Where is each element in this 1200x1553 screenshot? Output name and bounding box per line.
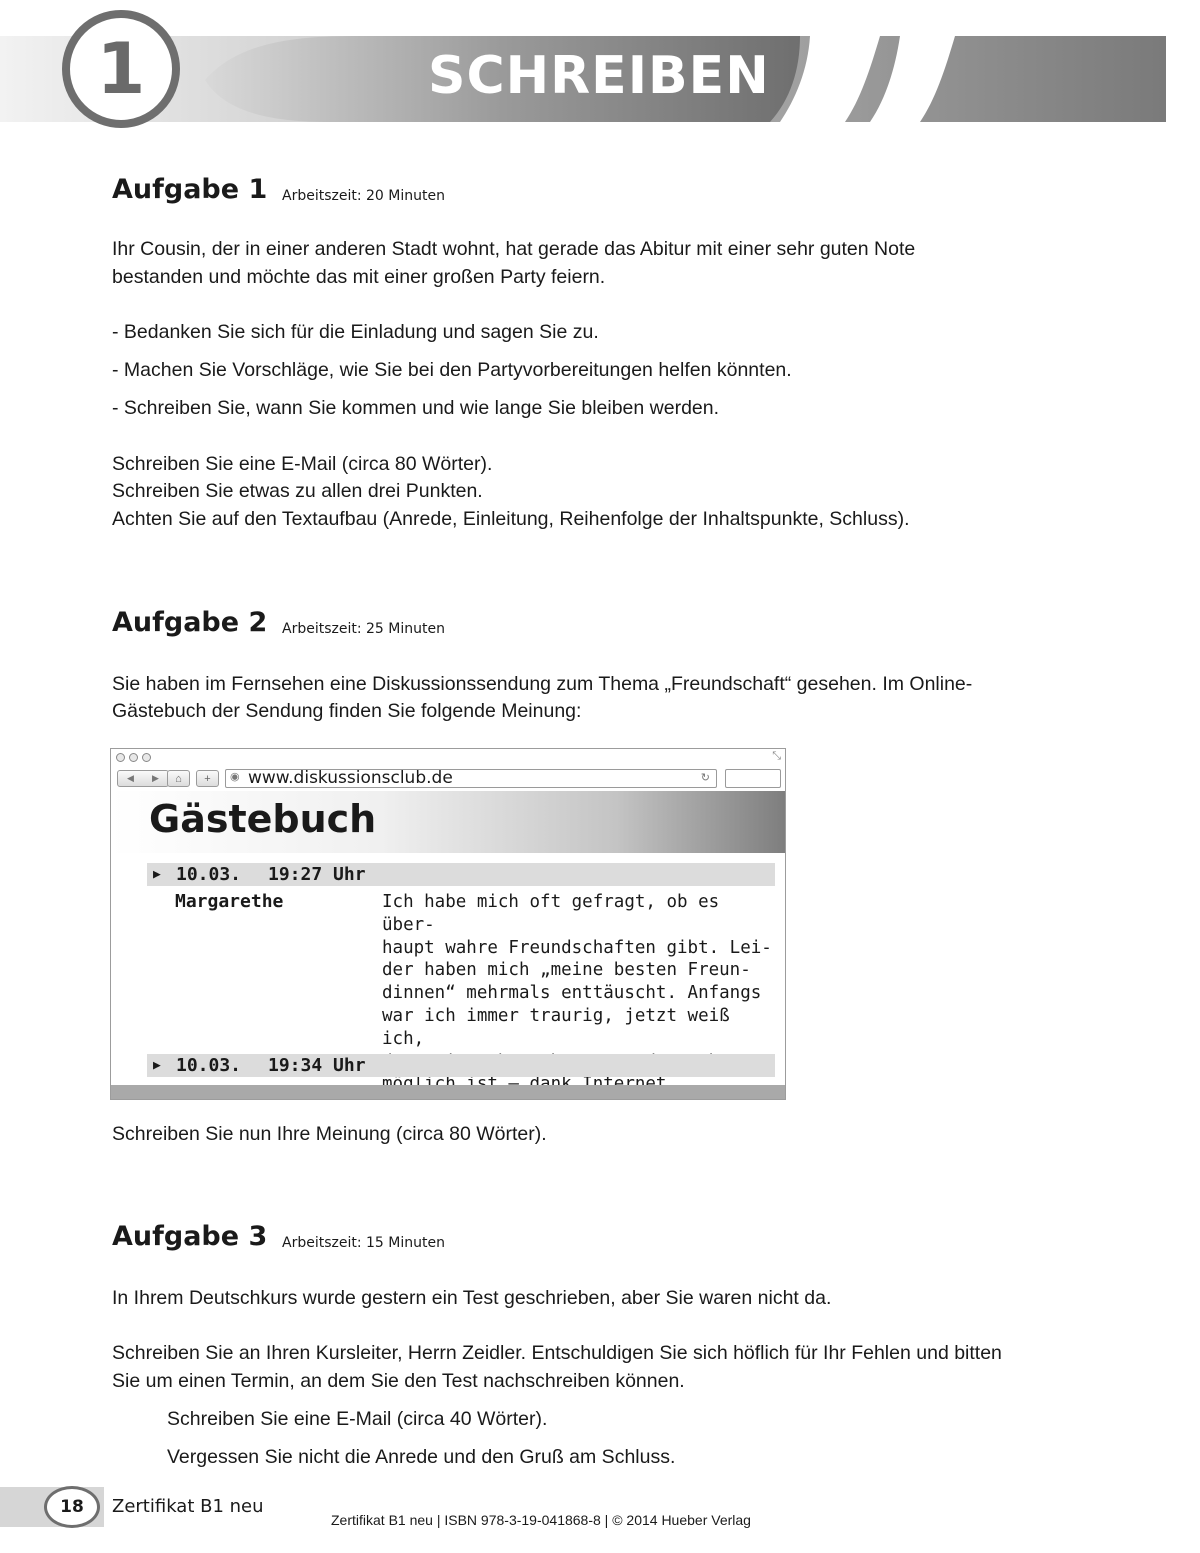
task-1-instruction-3: Achten Sie auf den Textaufbau (Anrede, Einleitung, Reihenfolge der Inhaltspunkte, Schluss). [112, 508, 910, 530]
task-3-intro: In Ihrem Deutschkurs wurde gestern ein Test geschrieben, aber Sie waren nicht da. [112, 1287, 832, 1309]
chapter-number-badge: 1 [62, 10, 180, 128]
task-2-intro-line-2: Gästebuch der Sendung finden Sie folgende Meinung: [112, 700, 582, 722]
task-2-closing: Schreiben Sie nun Ihre Meinung (circa 80 Wörter). [112, 1123, 547, 1145]
task-1-instruction-2: Schreiben Sie etwas zu allen drei Punkten. [112, 480, 483, 502]
task-1-intro: Ihr Cousin, der in einer anderen Stadt wohnt, hat gerade das Abitur mit einer sehr guten Note bestanden und möchte das mit einer großen Party feiern. [112, 238, 916, 288]
task-3-time: Arbeitszeit: 15 Minuten [282, 1235, 445, 1251]
url-text: www.diskussionsclub.de [248, 768, 453, 788]
section-title: SCHREIBEN [428, 46, 770, 106]
entry-date: 10.03. [176, 864, 242, 885]
page-number: 18 [44, 1486, 100, 1528]
guestbook-header [111, 791, 785, 853]
expand-arrow-icon: ▶ [153, 1058, 161, 1073]
footer-copyright: Zertifikat B1 neu | ISBN 978-3-19-041868-8 | © 2014 Hueber Verlag [331, 1512, 751, 1528]
entry-date: 10.03. [176, 1055, 242, 1076]
browser-status-bar [111, 1085, 785, 1099]
home-icon[interactable]: ⌂ [167, 770, 190, 787]
entry-time: 19:27 Uhr [268, 864, 366, 885]
expand-arrow-icon: ▶ [153, 867, 161, 882]
globe-icon: ◉ [230, 771, 240, 783]
reload-icon[interactable]: ↻ [700, 772, 710, 784]
entry-time: 19:34 Uhr [268, 1055, 366, 1076]
task-2-intro-line-1: Sie haben im Fernsehen eine Diskussionssendung zum Thema „Freundschaft“ gesehen. Im Online- [112, 673, 973, 695]
task-3-task: Schreiben Sie an Ihren Kursleiter, Herrn Zeidler. Entschuldigen Sie sich höflich für Ihr Fehlen und bitten Sie um einen Termin, an dem Sie den Test nachschreiben können. [112, 1342, 1002, 1392]
task-1-time: Arbeitszeit: 20 Minuten [282, 188, 445, 204]
footer-book-title: Zertifikat B1 neu [112, 1496, 264, 1517]
entry-text-line: dinnen“ mehrmals enttäuscht. Anfangs [382, 983, 762, 1004]
entry-text-line: haupt wahre Freundschaften gibt. Lei- [382, 937, 772, 958]
guestbook-entry-header[interactable] [147, 1054, 775, 1077]
zoom-window-icon[interactable] [142, 753, 151, 762]
back-forward-icon[interactable]: ◀ ▶ [117, 770, 169, 787]
close-window-icon[interactable] [116, 753, 125, 762]
entry-author: Margarethe [175, 891, 284, 912]
plus-icon[interactable]: + [196, 770, 219, 787]
task-1-point-3: - Schreiben Sie, wann Sie kommen und wie lange Sie bleiben werden. [112, 397, 720, 419]
task-3-title: Aufgabe 3 [112, 1221, 268, 1252]
address-bar[interactable] [225, 769, 717, 788]
guestbook-title: Gästebuch [149, 797, 377, 841]
task-3-instruction-1: Schreiben Sie eine E-Mail (circa 40 Wörter). [167, 1408, 548, 1430]
task-1-instruction-1: Schreiben Sie eine E-Mail (circa 80 Wörter). [112, 453, 493, 475]
entry-text-line: war ich immer traurig, jetzt weiß ich, [382, 1005, 730, 1049]
browser-window [110, 748, 786, 1100]
entry-text-line: Ich habe mich oft gefragt, ob es über- [382, 892, 720, 935]
task-1-point-1: - Bedanken Sie sich für die Einladung und sagen Sie zu. [112, 321, 599, 343]
task-2-time: Arbeitszeit: 25 Minuten [282, 621, 445, 637]
task-1-title: Aufgabe 1 [112, 174, 268, 205]
task-2-title: Aufgabe 2 [112, 607, 268, 638]
guestbook-entry-header[interactable] [147, 863, 775, 886]
task-3-instruction-2: Vergessen Sie nicht die Anrede und den Gruß am Schluss. [167, 1446, 676, 1468]
browser-search-input[interactable] [725, 769, 781, 788]
minimize-window-icon[interactable] [129, 753, 138, 762]
entry-text-line: der haben mich „meine besten Freun- [382, 960, 751, 981]
task-1-point-2: - Machen Sie Vorschläge, wie Sie bei den Partyvorbereitungen helfen könnten. [112, 359, 792, 381]
resize-icon[interactable]: ⤡ [772, 750, 781, 762]
